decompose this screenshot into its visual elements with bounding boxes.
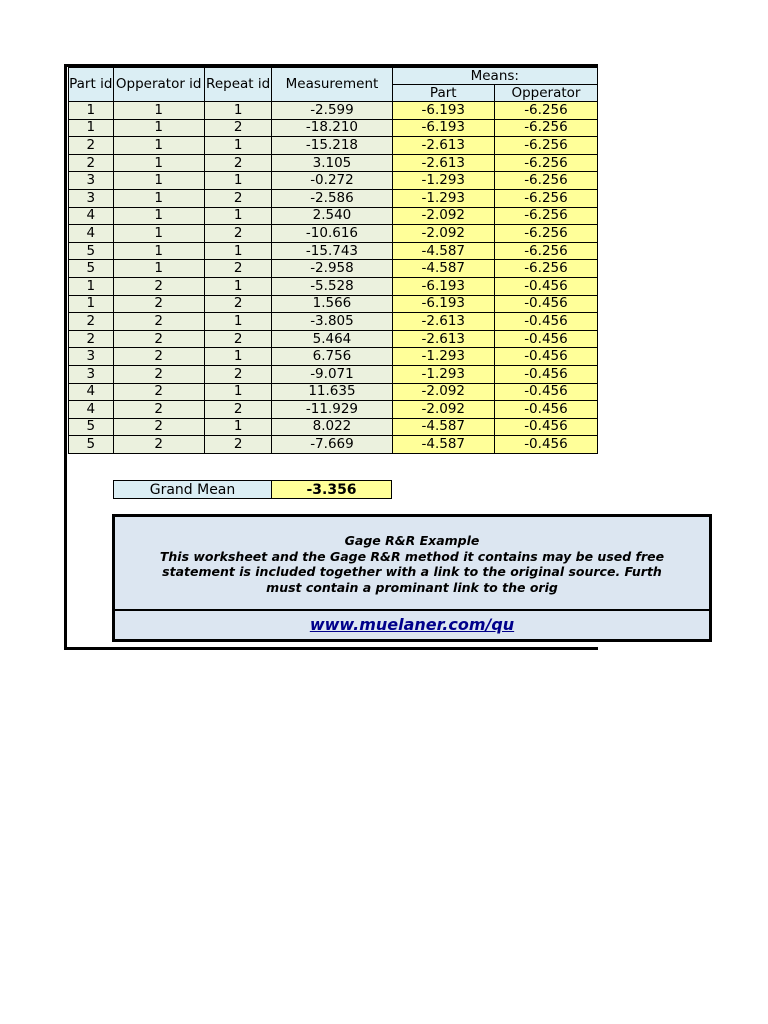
part-mean-cell: -2.613 [392,330,494,348]
table-row [69,313,598,331]
operator-mean-cell: -0.456 [494,401,597,419]
repeat-id-cell: 2 [204,330,271,348]
operator-mean-cell: -6.256 [494,119,597,137]
operator-id-cell: 1 [113,119,204,137]
measurement-cell: -18.210 [272,119,392,137]
operator-id-cell: 1 [113,207,204,225]
repeat-id-cell: 2 [204,119,271,137]
measurement-cell: -2.958 [272,260,392,278]
table-row [69,242,598,260]
repeat-id-cell: 2 [204,260,271,278]
part-id-cell: 5 [69,242,114,260]
operator-id-cell: 2 [113,365,204,383]
operator-mean-cell: -6.256 [494,102,597,120]
operator-id-cell: 1 [113,225,204,243]
header-means-operator: Opperator [494,85,597,102]
part-id-cell: 2 [69,330,114,348]
part-mean-cell: -1.293 [392,189,494,207]
measurement-cell: 3.105 [272,154,392,172]
operator-id-cell: 1 [113,260,204,278]
operator-id-cell: 2 [113,383,204,401]
table-row [69,436,598,454]
table-row [69,277,598,295]
part-mean-cell: -6.193 [392,119,494,137]
measurement-cell: -10.616 [272,225,392,243]
measurement-cell: 11.635 [272,383,392,401]
header-measurement: Measurement [272,68,392,102]
operator-id-cell: 1 [113,102,204,120]
notice-line: This worksheet and the Gage R&R method it contains may be used free [159,548,665,564]
part-mean-cell: -4.587 [392,260,494,278]
repeat-id-cell: 1 [204,383,271,401]
measurement-cell: 5.464 [272,330,392,348]
part-mean-cell: -4.587 [392,418,494,436]
table-row [69,102,598,120]
grand-mean-label: Grand Mean [114,481,272,499]
table-row [69,260,598,278]
part-mean-cell: -1.293 [392,365,494,383]
notice-line: must contain a prominant link to the orig [266,579,558,595]
part-id-cell: 1 [69,119,114,137]
part-id-cell: 3 [69,348,114,366]
operator-mean-cell: -0.456 [494,348,597,366]
part-id-cell: 3 [69,172,114,190]
table-row [69,119,598,137]
table-row [69,330,598,348]
operator-id-cell: 2 [113,330,204,348]
part-id-cell: 2 [69,137,114,155]
operator-id-cell: 1 [113,154,204,172]
operator-mean-cell: -0.456 [494,330,597,348]
measurement-cell: -7.669 [272,436,392,454]
grand-mean-table [113,480,392,499]
part-mean-cell: -4.587 [392,436,494,454]
part-mean-cell: -4.587 [392,242,494,260]
part-id-cell: 4 [69,225,114,243]
repeat-id-cell: 2 [204,436,271,454]
operator-mean-cell: -0.456 [494,277,597,295]
header-part-id: Part id [69,68,114,102]
operator-mean-cell: -6.256 [494,154,597,172]
table-row [69,172,598,190]
repeat-id-cell: 1 [204,207,271,225]
measurement-cell: 2.540 [272,207,392,225]
repeat-id-cell: 1 [204,172,271,190]
operator-id-cell: 1 [113,189,204,207]
table-row [69,348,598,366]
worksheet [64,64,665,650]
part-mean-cell: -2.613 [392,313,494,331]
notice-title: Gage R&R Example [344,533,480,548]
operator-mean-cell: -0.456 [494,436,597,454]
part-id-cell: 4 [69,383,114,401]
operator-mean-cell: -6.256 [494,242,597,260]
part-mean-cell: -6.193 [392,295,494,313]
table-row [69,365,598,383]
operator-id-cell: 1 [113,137,204,155]
measurement-cell: 1.566 [272,295,392,313]
measurement-cell: 6.756 [272,348,392,366]
operator-mean-cell: -6.256 [494,172,597,190]
operator-mean-cell: -6.256 [494,189,597,207]
table-row [69,137,598,155]
repeat-id-cell: 1 [204,418,271,436]
repeat-id-cell: 2 [204,401,271,419]
operator-id-cell: 2 [113,313,204,331]
source-link[interactable]: www.muelaner.com/qu [309,615,515,634]
part-id-cell: 4 [69,207,114,225]
table-row [69,154,598,172]
repeat-id-cell: 2 [204,295,271,313]
part-id-cell: 5 [69,436,114,454]
repeat-id-cell: 2 [204,225,271,243]
part-id-cell: 1 [69,295,114,313]
part-mean-cell: -2.613 [392,154,494,172]
measurement-cell: -2.586 [272,189,392,207]
measurement-cell: -15.743 [272,242,392,260]
part-mean-cell: -2.092 [392,225,494,243]
operator-mean-cell: -0.456 [494,295,597,313]
measurement-cell: -3.805 [272,313,392,331]
operator-mean-cell: -0.456 [494,313,597,331]
part-id-cell: 4 [69,401,114,419]
repeat-id-cell: 1 [204,277,271,295]
part-id-cell: 2 [69,313,114,331]
repeat-id-cell: 1 [204,313,271,331]
part-mean-cell: -2.092 [392,207,494,225]
measurement-cell: -11.929 [272,401,392,419]
operator-mean-cell: -0.456 [494,365,597,383]
part-mean-cell: -6.193 [392,102,494,120]
table-row [69,418,598,436]
measurement-cell: -2.599 [272,102,392,120]
repeat-id-cell: 2 [204,189,271,207]
license-notice [112,514,712,642]
measurement-table [68,67,598,454]
repeat-id-cell: 1 [204,348,271,366]
notice-text [115,517,709,611]
operator-id-cell: 2 [113,401,204,419]
measurement-cell: -5.528 [272,277,392,295]
notice-line: statement is included together with a link to the original source. Furth [162,564,662,579]
part-mean-cell: -2.613 [392,137,494,155]
operator-id-cell: 2 [113,348,204,366]
repeat-id-cell: 2 [204,365,271,383]
table-row [69,401,598,419]
table-row [69,295,598,313]
header-repeat-id: Repeat id [204,68,271,102]
table-row [69,383,598,401]
table-row [69,225,598,243]
repeat-id-cell: 1 [204,137,271,155]
part-mean-cell: -6.193 [392,277,494,295]
repeat-id-cell: 2 [204,154,271,172]
repeat-id-cell: 1 [204,242,271,260]
operator-id-cell: 2 [113,277,204,295]
measurement-cell: -15.218 [272,137,392,155]
operator-id-cell: 1 [113,172,204,190]
table-body [69,102,598,454]
operator-mean-cell: -6.256 [494,207,597,225]
part-id-cell: 1 [69,102,114,120]
part-mean-cell: -2.092 [392,401,494,419]
header-operator-id: Opperator id [113,68,204,102]
part-id-cell: 3 [69,189,114,207]
operator-id-cell: 2 [113,418,204,436]
measurement-cell: -9.071 [272,365,392,383]
operator-mean-cell: -6.256 [494,260,597,278]
part-mean-cell: -1.293 [392,172,494,190]
part-id-cell: 5 [69,418,114,436]
operator-id-cell: 2 [113,436,204,454]
header-means-part: Part [392,85,494,102]
operator-id-cell: 2 [113,295,204,313]
grand-mean-value: -3.356 [272,481,392,499]
measurement-cell: -0.272 [272,172,392,190]
measurement-cell: 8.022 [272,418,392,436]
operator-mean-cell: -0.456 [494,383,597,401]
repeat-id-cell: 1 [204,102,271,120]
part-mean-cell: -1.293 [392,348,494,366]
part-mean-cell: -2.092 [392,383,494,401]
part-id-cell: 1 [69,277,114,295]
operator-id-cell: 1 [113,242,204,260]
table-row [69,189,598,207]
part-id-cell: 5 [69,260,114,278]
header-means: Means: [392,68,597,85]
operator-mean-cell: -6.256 [494,225,597,243]
part-id-cell: 3 [69,365,114,383]
operator-mean-cell: -6.256 [494,137,597,155]
operator-mean-cell: -0.456 [494,418,597,436]
table-row [69,207,598,225]
part-id-cell: 2 [69,154,114,172]
